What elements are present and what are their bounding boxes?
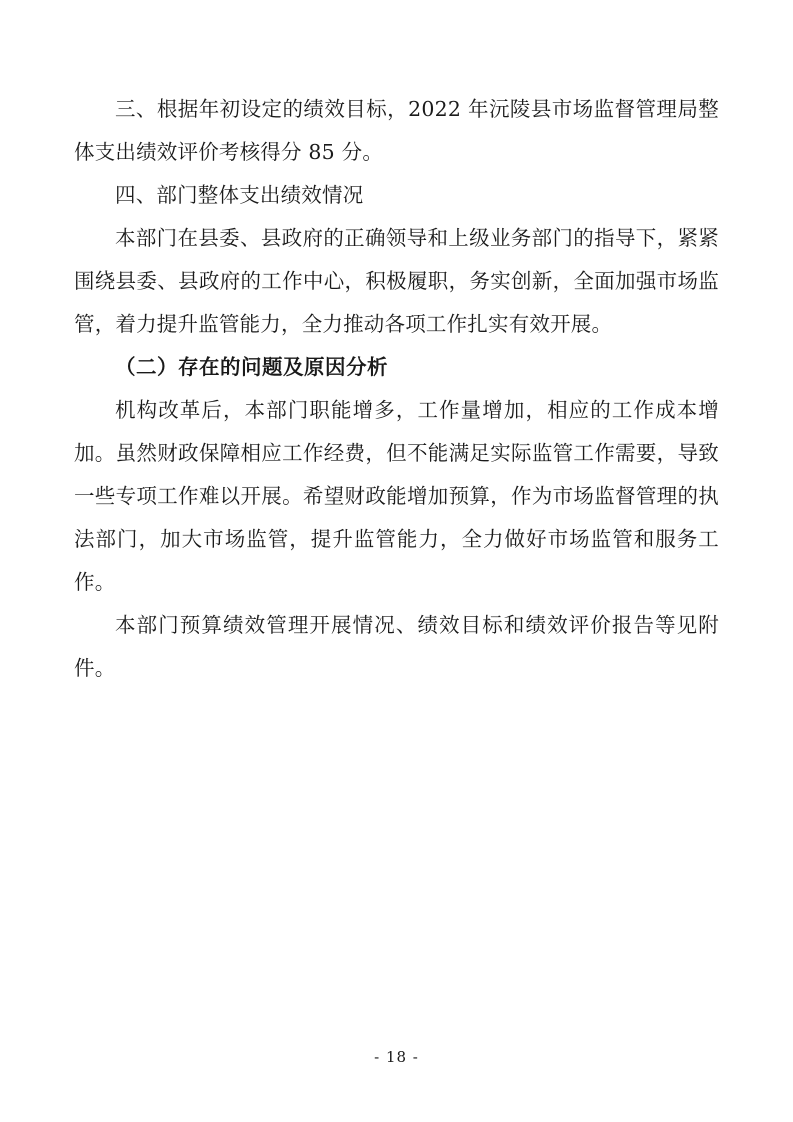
heading-problems-analysis: （二）存在的问题及原因分析 (115, 355, 388, 379)
paragraph-item-four: 四、部门整体支出绩效情况 (115, 183, 364, 207)
paragraph-attachment-note: 本部门预算绩效管理开展情况、绩效目标和绩效评价报告等见附件。 (74, 613, 719, 680)
paragraph-problems-detail: 机构改革后，本部门职能增多，工作量增加，相应的工作成本增加。虽然财政保障相应工作经费，但不能满足实际监管工作需要，导致一些专项工作难以开展。希望财政能增加预算，作为市场监督管理的执法部门，加大市场监管，提升监管能力，全力做好市场监管和服务工作。 (74, 398, 719, 594)
paragraph-item-three: 三、根据年初设定的绩效目标，2022 年沅陵县市场监督管理局整体支出绩效评价考核得分 85 分。 (74, 97, 719, 164)
paragraph-performance-summary: 本部门在县委、县政府的正确领导和上级业务部门的指导下，紧紧围绕县委、县政府的工作中心，积极履职，务实创新，全面加强市场监管，着力提升监管能力，全力推动各项工作扎实有效开展。 (74, 226, 719, 336)
document-body (74, 88, 719, 690)
page-number-footer: - 18 - (374, 1048, 419, 1066)
